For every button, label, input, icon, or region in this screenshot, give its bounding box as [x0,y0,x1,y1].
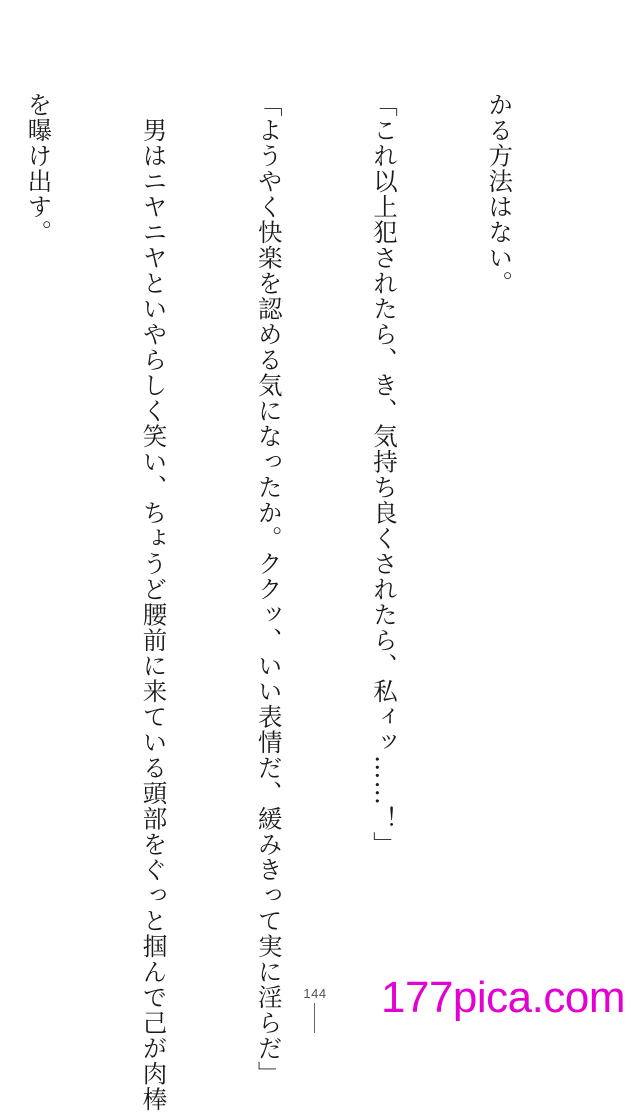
watermark-text: 177pica.com [381,973,625,1022]
text-line: を曝け出す。 [24,92,54,245]
text-line: 「ようやく快楽を認める気になったか。ククッ、いい表情だ、緩みきって実に淫らだ」 [254,92,284,1087]
text-line: 「これ以上犯されたら、き、気持ち良くされたら、私ィッ……！」 [369,92,399,857]
text-line: かる方法はない。 [485,92,515,296]
text-line: 男はニヤニヤといやらしく笑い、ちょうど腰前に来ている頭部をぐっと掴んで己が肉棒 [139,92,169,1112]
page-number: 144 [303,986,327,1001]
page-number-rule [314,1003,315,1033]
